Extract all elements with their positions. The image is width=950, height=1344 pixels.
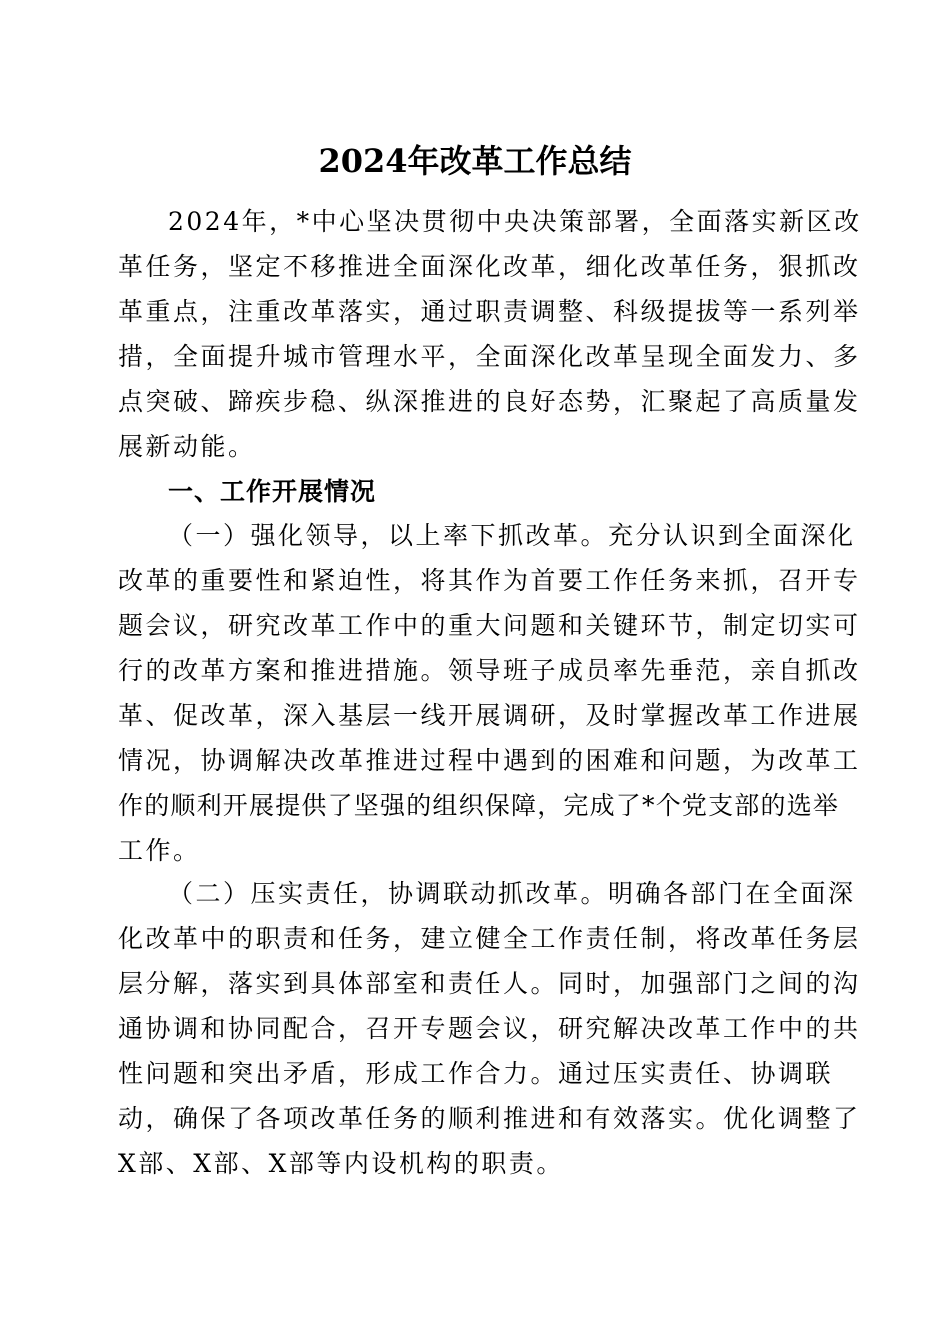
intro-line-1: 2024年，*中心坚决贯彻中央决策部署，全面落实新区改 [168,207,862,236]
para1-line-3: 题会议，研究改革工作中的重大问题和关键环节，制定切实可 [118,611,861,640]
para2-line-5: 性问题和突出矛盾，形成工作合力。通过压实责任、协调联 [118,1059,834,1088]
para2-line-6: 动，确保了各项改革任务的顺利推进和有效落实。优化调整了 [118,1104,861,1133]
para2-line-7: X部、X部、X部等内设机构的职责。 [118,1149,564,1178]
intro-line-3: 革重点，注重改革落实，通过职责调整、科级提拔等一系列举 [118,297,861,326]
document-title: 2024年改革工作总结 [318,142,632,180]
para2-line-3: 层分解，落实到具体部室和责任人。同时，加强部门之间的沟 [118,969,861,998]
para1-line-6: 情况，协调解决改革推进过程中遇到的困难和问题，为改革工 [118,746,861,775]
para1-line-4: 行的改革方案和推进措施。领导班子成员率先垂范，亲自抓改 [118,656,861,685]
para2-line-4: 通协调和协同配合，召开专题会议，研究解决改革工作中的共 [118,1014,861,1043]
para1-line-7: 作的顺利开展提供了坚强的组织保障，完成了*个党支部的选举 [118,791,840,820]
intro-line-6: 展新动能。 [118,432,256,461]
para1-line-8: 工作。 [118,836,201,865]
para1-line-2: 改革的重要性和紧迫性，将其作为首要工作任务来抓，召开专 [118,566,861,595]
intro-line-5: 点突破、蹄疾步稳、纵深推进的良好态势，汇聚起了高质量发 [118,387,861,416]
para2-line-2: 化改革中的职责和任务，建立健全工作责任制，将改革任务层 [118,924,861,953]
section-heading-1: 一、工作开展情况 [168,477,377,506]
para1-line-1: （一）强化领导，以上率下抓改革。充分认识到全面深化 [168,521,856,550]
intro-line-2: 革任务，坚定不移推进全面深化改革，细化改革任务，狠抓改 [118,252,861,281]
intro-line-4: 措，全面提升城市管理水平，全面深化改革呈现全面发力、多 [118,342,861,371]
para2-line-1: （二）压实责任，协调联动抓改革。明确各部门在全面深 [168,879,856,908]
para1-line-5: 革、促改革，深入基层一线开展调研，及时掌握改革工作进展 [118,701,861,730]
